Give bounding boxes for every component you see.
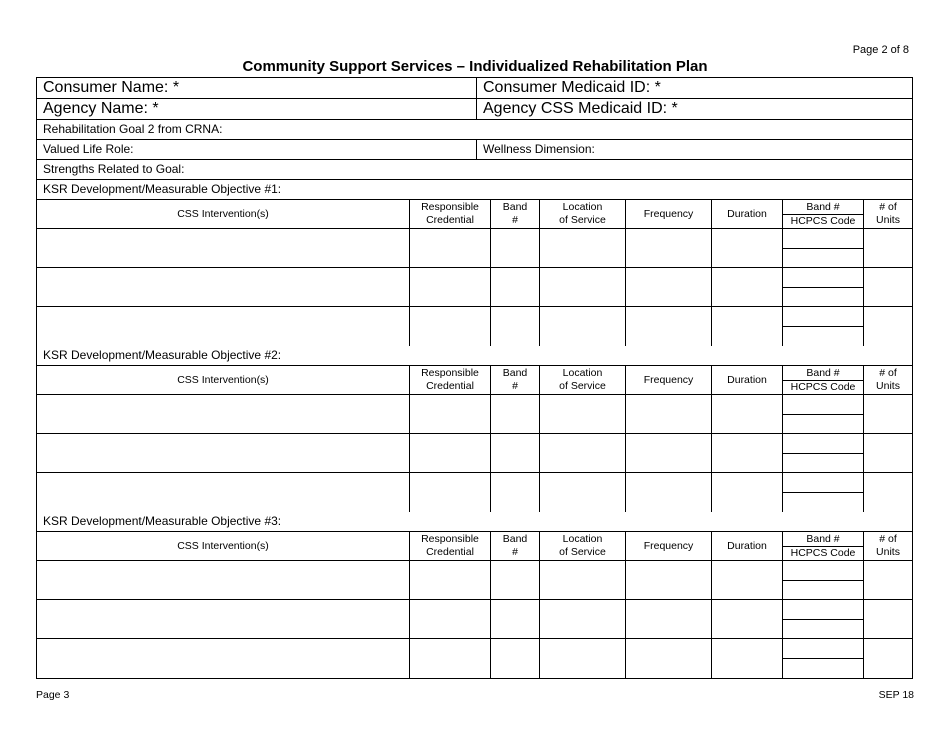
- frequency-cell[interactable]: [626, 229, 712, 267]
- col-location: [540, 200, 626, 228]
- duration-cell[interactable]: [712, 639, 783, 678]
- band-number-cell[interactable]: [783, 473, 863, 493]
- intervention-cell[interactable]: [37, 395, 410, 433]
- band-cell[interactable]: [491, 434, 540, 472]
- col-units: [864, 200, 912, 228]
- col-band: [491, 366, 540, 394]
- col-band-line1: Band: [502, 201, 528, 213]
- band-number-cell[interactable]: [783, 561, 863, 581]
- intervention-cell[interactable]: [37, 307, 410, 346]
- location-cell[interactable]: [540, 268, 626, 306]
- duration-cell[interactable]: [712, 561, 783, 599]
- col-location-line1: Location: [562, 533, 603, 545]
- location-cell[interactable]: [540, 229, 626, 267]
- rehab-goal-row: [37, 120, 912, 140]
- consumer-row: [37, 78, 912, 99]
- col-units: [864, 532, 912, 560]
- col-frequency-label: Frequency: [643, 539, 694, 552]
- duration-cell[interactable]: [712, 395, 783, 433]
- units-cell[interactable]: [864, 307, 912, 346]
- band-cell[interactable]: [491, 600, 540, 638]
- band-cell[interactable]: [491, 639, 540, 678]
- form-title: Community Support Services – Individualized Rehabilitation Plan: [242, 58, 708, 75]
- agency-css-medicaid-id-field[interactable]: Agency CSS Medicaid ID: *: [483, 100, 678, 117]
- col-band-number-label: Band #: [783, 366, 863, 381]
- consumer-medicaid-id-field[interactable]: Consumer Medicaid ID: *: [483, 79, 661, 96]
- band-number-cell[interactable]: [783, 434, 863, 454]
- location-cell[interactable]: [540, 395, 626, 433]
- frequency-cell[interactable]: [626, 395, 712, 433]
- col-location: [540, 366, 626, 394]
- frequency-cell[interactable]: [626, 473, 712, 512]
- band-cell[interactable]: [491, 229, 540, 267]
- band-hcpcs-cell: [783, 639, 864, 678]
- col-intervention: [37, 532, 410, 560]
- location-cell[interactable]: [540, 561, 626, 599]
- rehabilitation-plan-form: [36, 77, 913, 679]
- duration-cell[interactable]: [712, 600, 783, 638]
- frequency-cell[interactable]: [626, 268, 712, 306]
- objective-row: [37, 180, 912, 200]
- frequency-cell[interactable]: [626, 307, 712, 346]
- col-frequency: [626, 532, 712, 560]
- objective-row: [37, 346, 912, 366]
- col-duration: [712, 366, 783, 394]
- col-band-hcpcs: [783, 532, 864, 560]
- objective-label[interactable]: KSR Development/Measurable Objective #3:: [43, 514, 282, 528]
- col-intervention: [37, 366, 410, 394]
- col-band: [491, 532, 540, 560]
- hcpcs-code-cell[interactable]: [783, 620, 863, 639]
- col-band-line2: #: [512, 214, 518, 226]
- rehab-goal-field[interactable]: Rehabilitation Goal 2 from CRNA:: [43, 122, 223, 136]
- units-cell[interactable]: [864, 434, 912, 472]
- hcpcs-code-cell[interactable]: [783, 454, 863, 473]
- duration-cell[interactable]: [712, 268, 783, 306]
- col-location: [540, 532, 626, 560]
- band-cell[interactable]: [491, 395, 540, 433]
- band-hcpcs-cell: [783, 307, 864, 346]
- hcpcs-code-cell[interactable]: [783, 288, 863, 307]
- col-band-line2: #: [512, 546, 518, 558]
- credential-cell[interactable]: [410, 600, 491, 638]
- units-cell[interactable]: [864, 395, 912, 433]
- col-location-line2: of Service: [559, 214, 606, 226]
- col-band-number-label: Band #: [783, 200, 863, 215]
- intervention-row: [37, 395, 912, 434]
- strengths-field[interactable]: Strengths Related to Goal:: [43, 162, 185, 176]
- frequency-cell[interactable]: [626, 639, 712, 678]
- band-number-cell[interactable]: [783, 395, 863, 415]
- objective-section: [37, 346, 912, 512]
- hcpcs-code-cell[interactable]: [783, 249, 863, 268]
- col-units-line1: # of: [879, 533, 897, 545]
- frequency-cell[interactable]: [626, 434, 712, 472]
- units-cell[interactable]: [864, 229, 912, 267]
- col-responsible-line2: Credential: [426, 214, 474, 226]
- intervention-row: [37, 434, 912, 473]
- location-cell[interactable]: [540, 473, 626, 512]
- credential-cell[interactable]: [410, 561, 491, 599]
- objective-label[interactable]: KSR Development/Measurable Objective #2:: [43, 348, 282, 362]
- col-location-line2: of Service: [559, 380, 606, 392]
- col-hcpcs-label: HCPCS Code: [790, 547, 856, 560]
- location-cell[interactable]: [540, 600, 626, 638]
- agency-row: [37, 99, 912, 120]
- col-responsible-line1: Responsible: [421, 367, 479, 379]
- col-location-line1: Location: [562, 201, 603, 213]
- col-units-line2: Units: [876, 214, 900, 226]
- col-units-line1: # of: [879, 367, 897, 379]
- valued-life-role-field[interactable]: Valued Life Role:: [37, 140, 477, 159]
- col-intervention-label: CSS Intervention(s): [177, 539, 269, 552]
- col-hcpcs-label: HCPCS Code: [790, 381, 856, 394]
- objective-row: [37, 512, 912, 532]
- intervention-row: [37, 307, 912, 346]
- frequency-cell[interactable]: [626, 600, 712, 638]
- intervention-cell[interactable]: [37, 229, 410, 267]
- band-number-cell[interactable]: [783, 268, 863, 288]
- intervention-cell[interactable]: [37, 600, 410, 638]
- duration-cell[interactable]: [712, 307, 783, 346]
- col-intervention-label: CSS Intervention(s): [177, 207, 269, 220]
- intervention-cell[interactable]: [37, 639, 410, 678]
- col-units-line1: # of: [879, 201, 897, 213]
- intervention-row: [37, 268, 912, 307]
- agency-name-field[interactable]: Agency Name: *: [37, 99, 477, 119]
- intervention-cell[interactable]: [37, 268, 410, 306]
- location-cell[interactable]: [540, 307, 626, 346]
- col-band-hcpcs: [783, 366, 864, 394]
- band-hcpcs-cell: [783, 395, 864, 433]
- col-frequency: [626, 366, 712, 394]
- intervention-row: [37, 561, 912, 600]
- objective-sections: [37, 180, 912, 678]
- col-responsible-line1: Responsible: [421, 201, 479, 213]
- col-frequency: [626, 200, 712, 228]
- band-hcpcs-cell: [783, 229, 864, 267]
- band-cell[interactable]: [491, 561, 540, 599]
- col-intervention-label: CSS Intervention(s): [177, 373, 269, 386]
- col-responsible-line2: Credential: [426, 546, 474, 558]
- col-band-line2: #: [512, 380, 518, 392]
- units-cell[interactable]: [864, 600, 912, 638]
- col-units-line2: Units: [876, 546, 900, 558]
- duration-cell[interactable]: [712, 229, 783, 267]
- role-wellness-row: [37, 140, 912, 160]
- units-cell[interactable]: [864, 561, 912, 599]
- col-band-line1: Band: [502, 367, 528, 379]
- intervention-cell[interactable]: [37, 434, 410, 472]
- intervention-cell[interactable]: [37, 561, 410, 599]
- col-duration-label: Duration: [727, 207, 767, 220]
- col-responsible-line2: Credential: [426, 380, 474, 392]
- col-duration-label: Duration: [727, 539, 767, 552]
- hcpcs-code-cell[interactable]: [783, 415, 863, 434]
- location-cell[interactable]: [540, 434, 626, 472]
- col-location-line2: of Service: [559, 546, 606, 558]
- intervention-row: [37, 600, 912, 639]
- hcpcs-code-cell[interactable]: [783, 493, 863, 512]
- col-responsible: [410, 532, 491, 560]
- column-header-row: [37, 366, 912, 395]
- col-band-line1: Band: [502, 533, 528, 545]
- band-hcpcs-cell: [783, 600, 864, 638]
- consumer-name-field[interactable]: Consumer Name: *: [37, 78, 477, 98]
- location-cell[interactable]: [540, 639, 626, 678]
- col-units: [864, 366, 912, 394]
- band-cell[interactable]: [491, 473, 540, 512]
- col-hcpcs-label: HCPCS Code: [790, 215, 856, 228]
- hcpcs-code-cell[interactable]: [783, 659, 863, 678]
- objective-section: [37, 180, 912, 346]
- col-units-line2: Units: [876, 380, 900, 392]
- col-frequency-label: Frequency: [643, 207, 694, 220]
- col-responsible: [410, 200, 491, 228]
- band-hcpcs-cell: [783, 434, 864, 472]
- objective-section: [37, 512, 912, 678]
- column-header-row: [37, 200, 912, 229]
- band-hcpcs-cell: [783, 268, 864, 306]
- band-cell[interactable]: [491, 268, 540, 306]
- col-band: [491, 200, 540, 228]
- col-band-hcpcs: [783, 200, 864, 228]
- band-number-cell[interactable]: [783, 229, 863, 249]
- objective-label[interactable]: KSR Development/Measurable Objective #1:: [43, 182, 282, 196]
- band-hcpcs-cell: [783, 561, 864, 599]
- band-number-cell[interactable]: [783, 600, 863, 620]
- intervention-row: [37, 473, 912, 512]
- credential-cell[interactable]: [410, 268, 491, 306]
- strengths-row: [37, 160, 912, 180]
- band-hcpcs-cell: [783, 473, 864, 512]
- duration-cell[interactable]: [712, 434, 783, 472]
- credential-cell[interactable]: [410, 395, 491, 433]
- col-duration: [712, 532, 783, 560]
- hcpcs-code-cell[interactable]: [783, 581, 863, 600]
- hcpcs-code-cell[interactable]: [783, 327, 863, 346]
- credential-cell[interactable]: [410, 434, 491, 472]
- col-frequency-label: Frequency: [643, 373, 694, 386]
- wellness-dimension-field[interactable]: Wellness Dimension:: [483, 142, 595, 156]
- column-header-row: [37, 532, 912, 561]
- col-responsible: [410, 366, 491, 394]
- credential-cell[interactable]: [410, 473, 491, 512]
- frequency-cell[interactable]: [626, 561, 712, 599]
- band-number-cell[interactable]: [783, 639, 863, 659]
- credential-cell[interactable]: [410, 307, 491, 346]
- duration-cell[interactable]: [712, 473, 783, 512]
- footer-page-number: Page 3: [36, 689, 70, 701]
- units-cell[interactable]: [864, 268, 912, 306]
- credential-cell[interactable]: [410, 229, 491, 267]
- col-band-number-label: Band #: [783, 532, 863, 547]
- units-cell[interactable]: [864, 639, 912, 678]
- page-indicator: Page 2 of 8: [852, 44, 909, 56]
- intervention-row: [37, 639, 912, 678]
- intervention-row: [37, 229, 912, 268]
- intervention-cell[interactable]: [37, 473, 410, 512]
- col-responsible-line1: Responsible: [421, 533, 479, 545]
- units-cell[interactable]: [864, 473, 912, 512]
- credential-cell[interactable]: [410, 639, 491, 678]
- footer-date-code: SEP 18: [878, 689, 914, 701]
- col-duration: [712, 200, 783, 228]
- col-duration-label: Duration: [727, 373, 767, 386]
- col-location-line1: Location: [562, 367, 603, 379]
- col-intervention: [37, 200, 410, 228]
- band-number-cell[interactable]: [783, 307, 863, 327]
- band-cell[interactable]: [491, 307, 540, 346]
